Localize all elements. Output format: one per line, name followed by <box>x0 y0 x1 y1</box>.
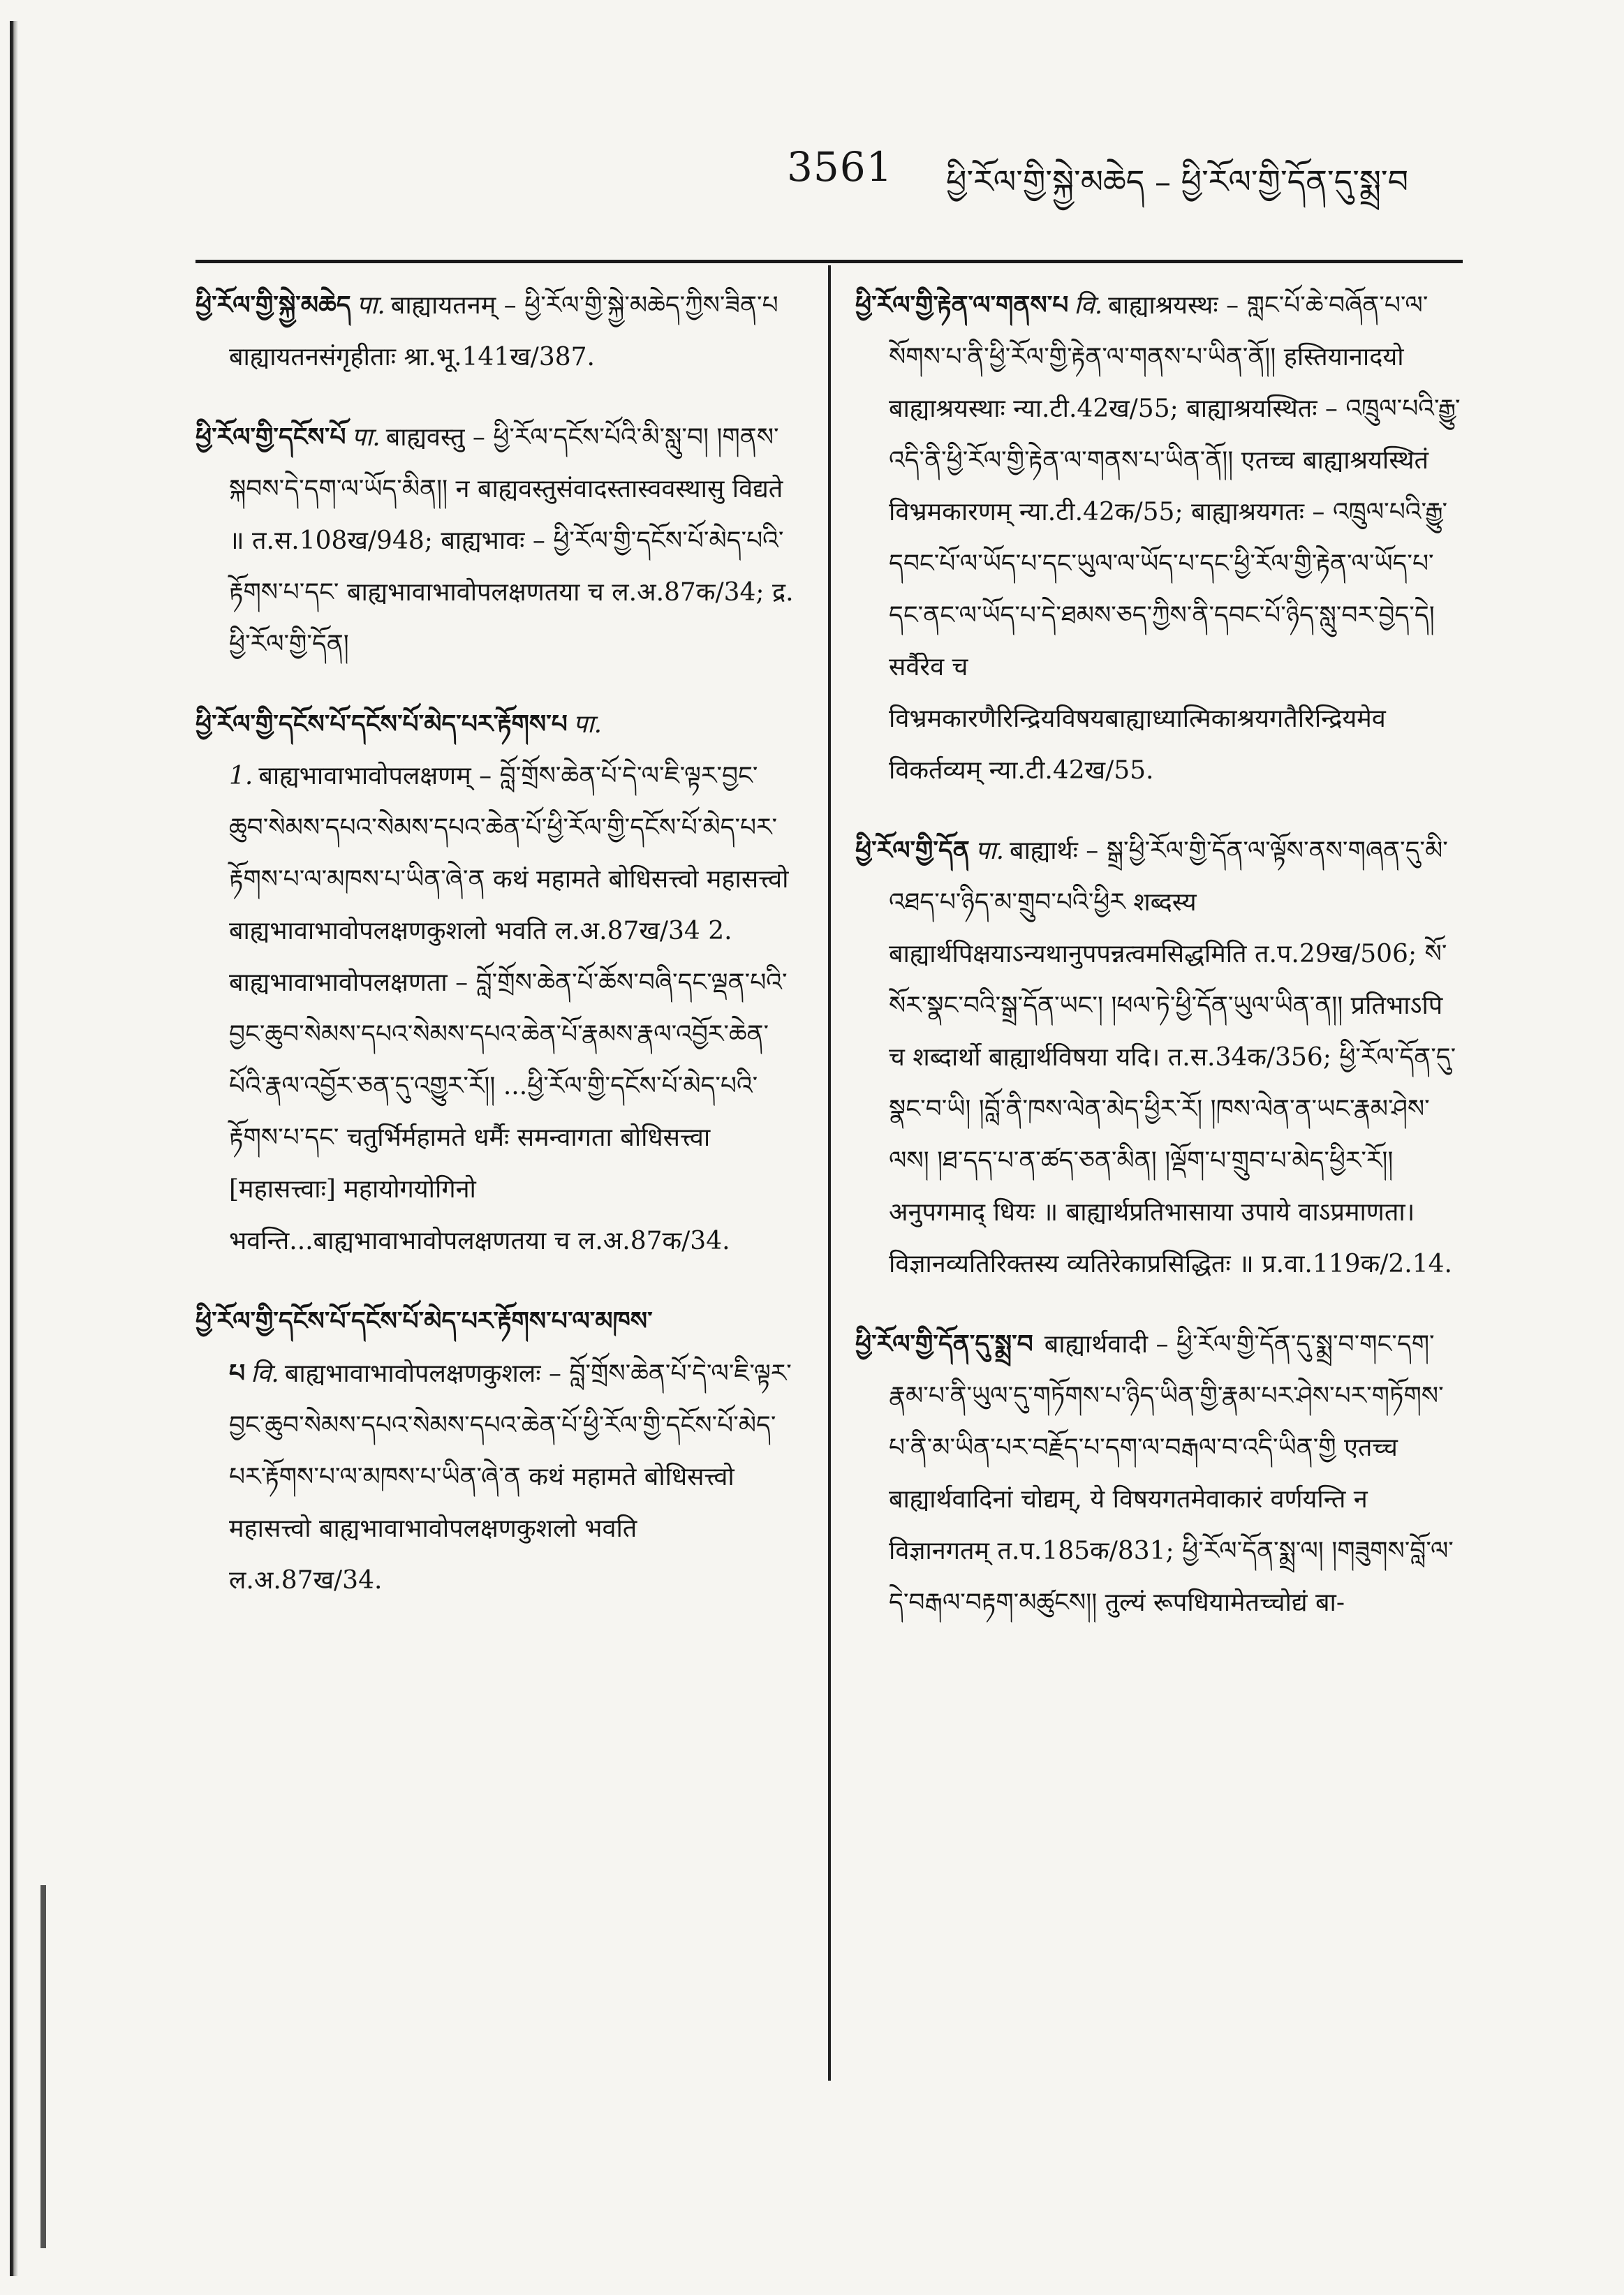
entry-headword: ཕྱི་རོལ་གྱི་དོན <box>855 836 970 865</box>
column-divider <box>828 265 831 2081</box>
entry-grammar-tag: वि. <box>1074 291 1103 320</box>
scan-binding-mark <box>40 1885 46 2248</box>
entry-headword: ཕྱི་རོལ་གྱི་དོན་དུ་སྨྲ་བ <box>855 1329 1033 1359</box>
dictionary-entry <box>195 279 796 383</box>
entry-definition: बाह्यायतनम् – ཕྱི་རོལ་གྱི་སྐྱེ་མཆེད་ཀྱིས་ཟིན་པ बाह्यायतनसंगृहीताः श्रा.भू.141ख/387. <box>229 291 778 371</box>
entry-headword: ཕྱི་རོལ་གྱི་སྐྱེ་མཆེད <box>195 290 351 320</box>
dictionary-entry <box>195 698 796 1267</box>
entry-grammar-tag: पा. <box>975 836 1005 865</box>
dictionary-entry <box>855 1318 1463 1629</box>
entry-definition: बाह्याश्रयस्थः – གླང་པོ་ཆེ་བཞོན་པ་ལ་སོགས་པ་ནི་ཕྱི་རོལ་གྱི་རྟེན་ལ་གནས་པ་ཡིན་ནོ།། हस्तियानादयो बाह्याश्रयस्थाः न्या.टी.42ख/55; बाह्याश्रयस्थितः – འཁྲུལ་པའི་རྒྱུ་འདི་ནི་ཕྱི་རོལ་གྱི་རྟེན་ལ་གནས་པ་ཡིན་ནོ།། एतच्च बाह्याश्रयस्थितं विभ्रमकारणम् न्या.टी.42क/55; बाह्याश्रयगतः – འཁྲུལ་པའི་རྒྱུ་དབང་པོ་ལ་ཡོད་པ་དང་ཡུལ་ལ་ཡོད་པ་དང་ཕྱི་རོལ་གྱི་རྟེན་ལ་ཡོད་པ་དང་ནང་ལ་ཡོད་པ་དེ་ཐམས་ཅད་ཀྱིས་ནི་དབང་པོ་ཉིད་སླུ་བར་བྱེད་དེ། सर्वैरेव च विभ्रमकारणैरिन्द्रियविषयबाह्याध्यात्मिकाश्रयगतैरिन्द्रियमेव विकर्तव्यम् न्या.टी.42ख/55. <box>889 291 1461 785</box>
right-column <box>855 279 1463 1657</box>
entry-definition: बाह्यार्थः – སྒྲ་ཕྱི་རོལ་གྱི་དོན་ལ་ལྟོས་ནས་གཞན་དུ་མི་འཐད་པ་ཉིད་མ་གྲུབ་པའི་ཕྱིར शब्दस्य बाह्यार्थपिक्षयाऽन्यथानुपपन्नत्वमसिद्धमिति त.प.29ख/506; སོ་སོར་སྣང་བའི་སྒྲ་དོན་ཡང་། །ཕལ་ཏེ་ཕྱི་དོན་ཡུལ་ཡིན་ན།། प्रतिभाऽपि च शब्दार्थो बाह्यार्थविषया यदि। त.स.34क/356; ཕྱི་རོལ་དོན་དུ་སྣང་བ་ཡི། །བློ་ནི་ཁས་ལེན་མེད་ཕྱིར་རོ། །ཁས་ལེན་ན་ཡང་རྣམ་ཤེས་ལས། །ཐ་དད་པ་ན་ཚད་ཅན་མིན། །ལྡོག་པ་གྲུབ་པ་མེད་ཕྱིར་རོ།། अनुपगमाद् धियः ॥ बाह्यार्थप्रतिभासाया उपाये वाऽप्रमाणता। विज्ञानव्यतिरिक्तस्य व्यतिरेकाप्रसिद्धितः ॥ प्र.वा.119क/2.14. <box>889 836 1456 1278</box>
entry-definition: बाह्यवस्तु – ཕྱི་རོལ་དངོས་པོའི་མི་སླུ་བ། །གནས་སྐབས་དེ་དག་ལ་ཡོད་མིན།། न बाह्यवस्तुसंवादस्तास्ववस्थासु विद्यते ॥ त.स.108ख/948; बाह्यभावः – ཕྱི་རོལ་གྱི་དངོས་པོ་མེད་པའི་རྟོགས་པ་དང་ बाह्यभावाभावोपलक्षणतया च ल.अ.87क/34; द्र. ཕྱི་རོལ་གྱི་དོན། <box>229 423 794 658</box>
entry-grammar-tag: वि. <box>251 1359 279 1388</box>
page-number: 3561 <box>787 143 893 191</box>
entry-headword: ཕྱི་རོལ་གྱི་དངོས་པོ་དངོས་པོ་མེད་པར་རྟོགས་པ་ལ་མཁས་པ <box>195 1306 653 1388</box>
entry-headword: ཕྱི་རོལ་གྱི་རྟེན་ལ་གནས་པ <box>855 290 1069 320</box>
entry-definition: बाह्यभावाभावोपलक्षणकुशलः – བློ་གྲོས་ཆེན་པོ་དེ་ལ་ཇི་ལྟར་བྱང་ཆུབ་སེམས་དཔའ་སེམས་དཔའ་ཆེན་པོ་ཕྱི་རོལ་གྱི་དངོས་པོ་མེད་པར་རྟོགས་པ་ལ་མཁས་པ་ཡིན་ཞེ་ན कथं महामते बोधिसत्त्वो महासत्त्वो बाह्यभावाभावोपलक्षणकुशलो भवति ल.अ.87ख/34. <box>229 1359 792 1595</box>
entry-headword: ཕྱི་རོལ་གྱི་དངོས་པོ་དངོས་པོ་མེད་པར་རྟོགས་པ <box>195 709 568 739</box>
scan-binding-edge <box>10 21 18 2276</box>
left-column <box>195 279 796 1634</box>
dictionary-entry <box>195 411 796 670</box>
entry-headword: ཕྱི་རོལ་གྱི་དངོས་པོ <box>195 422 346 452</box>
dictionary-entry <box>855 825 1463 1290</box>
running-head: ཕྱི་རོལ་གྱི་སྐྱེ་མཆེད – ཕྱི་རོལ་གྱི་དོན་དུ་སྨྲ་བ <box>946 163 1409 200</box>
header-rule <box>195 260 1463 263</box>
entry-grammar-tag: पा. <box>356 291 385 320</box>
dictionary-entry <box>195 1295 796 1607</box>
entry-grammar-tag: पा. 1. <box>229 710 603 790</box>
entry-definition: बाह्यभावाभावोपलक्षणम् – བློ་གྲོས་ཆེན་པོ་དེ་ལ་ཇི་ལྟར་བྱང་ཆུབ་སེམས་དཔའ་སེམས་དཔའ་ཆེན་པོ་ཕྱི་རོལ་གྱི་དངོས་པོ་མེད་པར་རྟོགས་པ་ལ་མཁས་པ་ཡིན་ཞེ་ན कथं महामते बोधिसत्त्वो महासत्त्वो बाह्यभावाभावोपलक्षणकुशलो भवति ल.अ.87ख/34 2. बाह्यभावाभावोपलक्षणता – བློ་གྲོས་ཆེན་པོ་ཆོས་བཞི་དང་ལྡན་པའི་བྱང་ཆུབ་སེམས་དཔའ་སེམས་དཔའ་ཆེན་པོ་རྣམས་རྣལ་འབྱོར་ཆེན་པོའི་རྣལ་འབྱོར་ཅན་དུ་འགྱུར་རོ།། ...ཕྱི་རོལ་གྱི་དངོས་པོ་མེད་པའི་རྟོགས་པ་དང་ चतुर्भिर्महामते धर्मैः समन्वागता बोधिसत्त्वा [महासत्त्वाः] महायोगयोगिनो भवन्ति...बाह्यभावाभावोपलक्षणतया च ल.अ.87क/34. <box>229 762 789 1255</box>
entry-grammar-tag: पा. <box>351 423 381 452</box>
entry-definition: बाह्यार्थवादी – ཕྱི་རོལ་གྱི་དོན་དུ་སྨྲ་བ་གང་དག་རྣམ་པ་ནི་ཡུལ་དུ་གཏོགས་པ་ཉིད་ཡིན་གྱི་རྣམ་པར་ཤེས་པར་གཏོགས་པ་ནི་མ་ཡིན་པར་བརྗོད་པ་དག་ལ་བརྒལ་བ་འདི་ཡིན་གྱི एतच्च बाह्यार्थवादिनां चोद्यम्, ये विषयगतमेवाकारं वर्णयन्ति न विज्ञानगतम् त.प.185क/831; ཕྱི་རོལ་དོན་སྨྲ་ལ། །གཟུགས་བློ་ལ་དེ་བརྒལ་བརྟག་མཚུངས།། तुल्यं रूपधियामेतच्चोद्यं बा- <box>889 1330 1454 1617</box>
dictionary-entry <box>855 279 1463 797</box>
